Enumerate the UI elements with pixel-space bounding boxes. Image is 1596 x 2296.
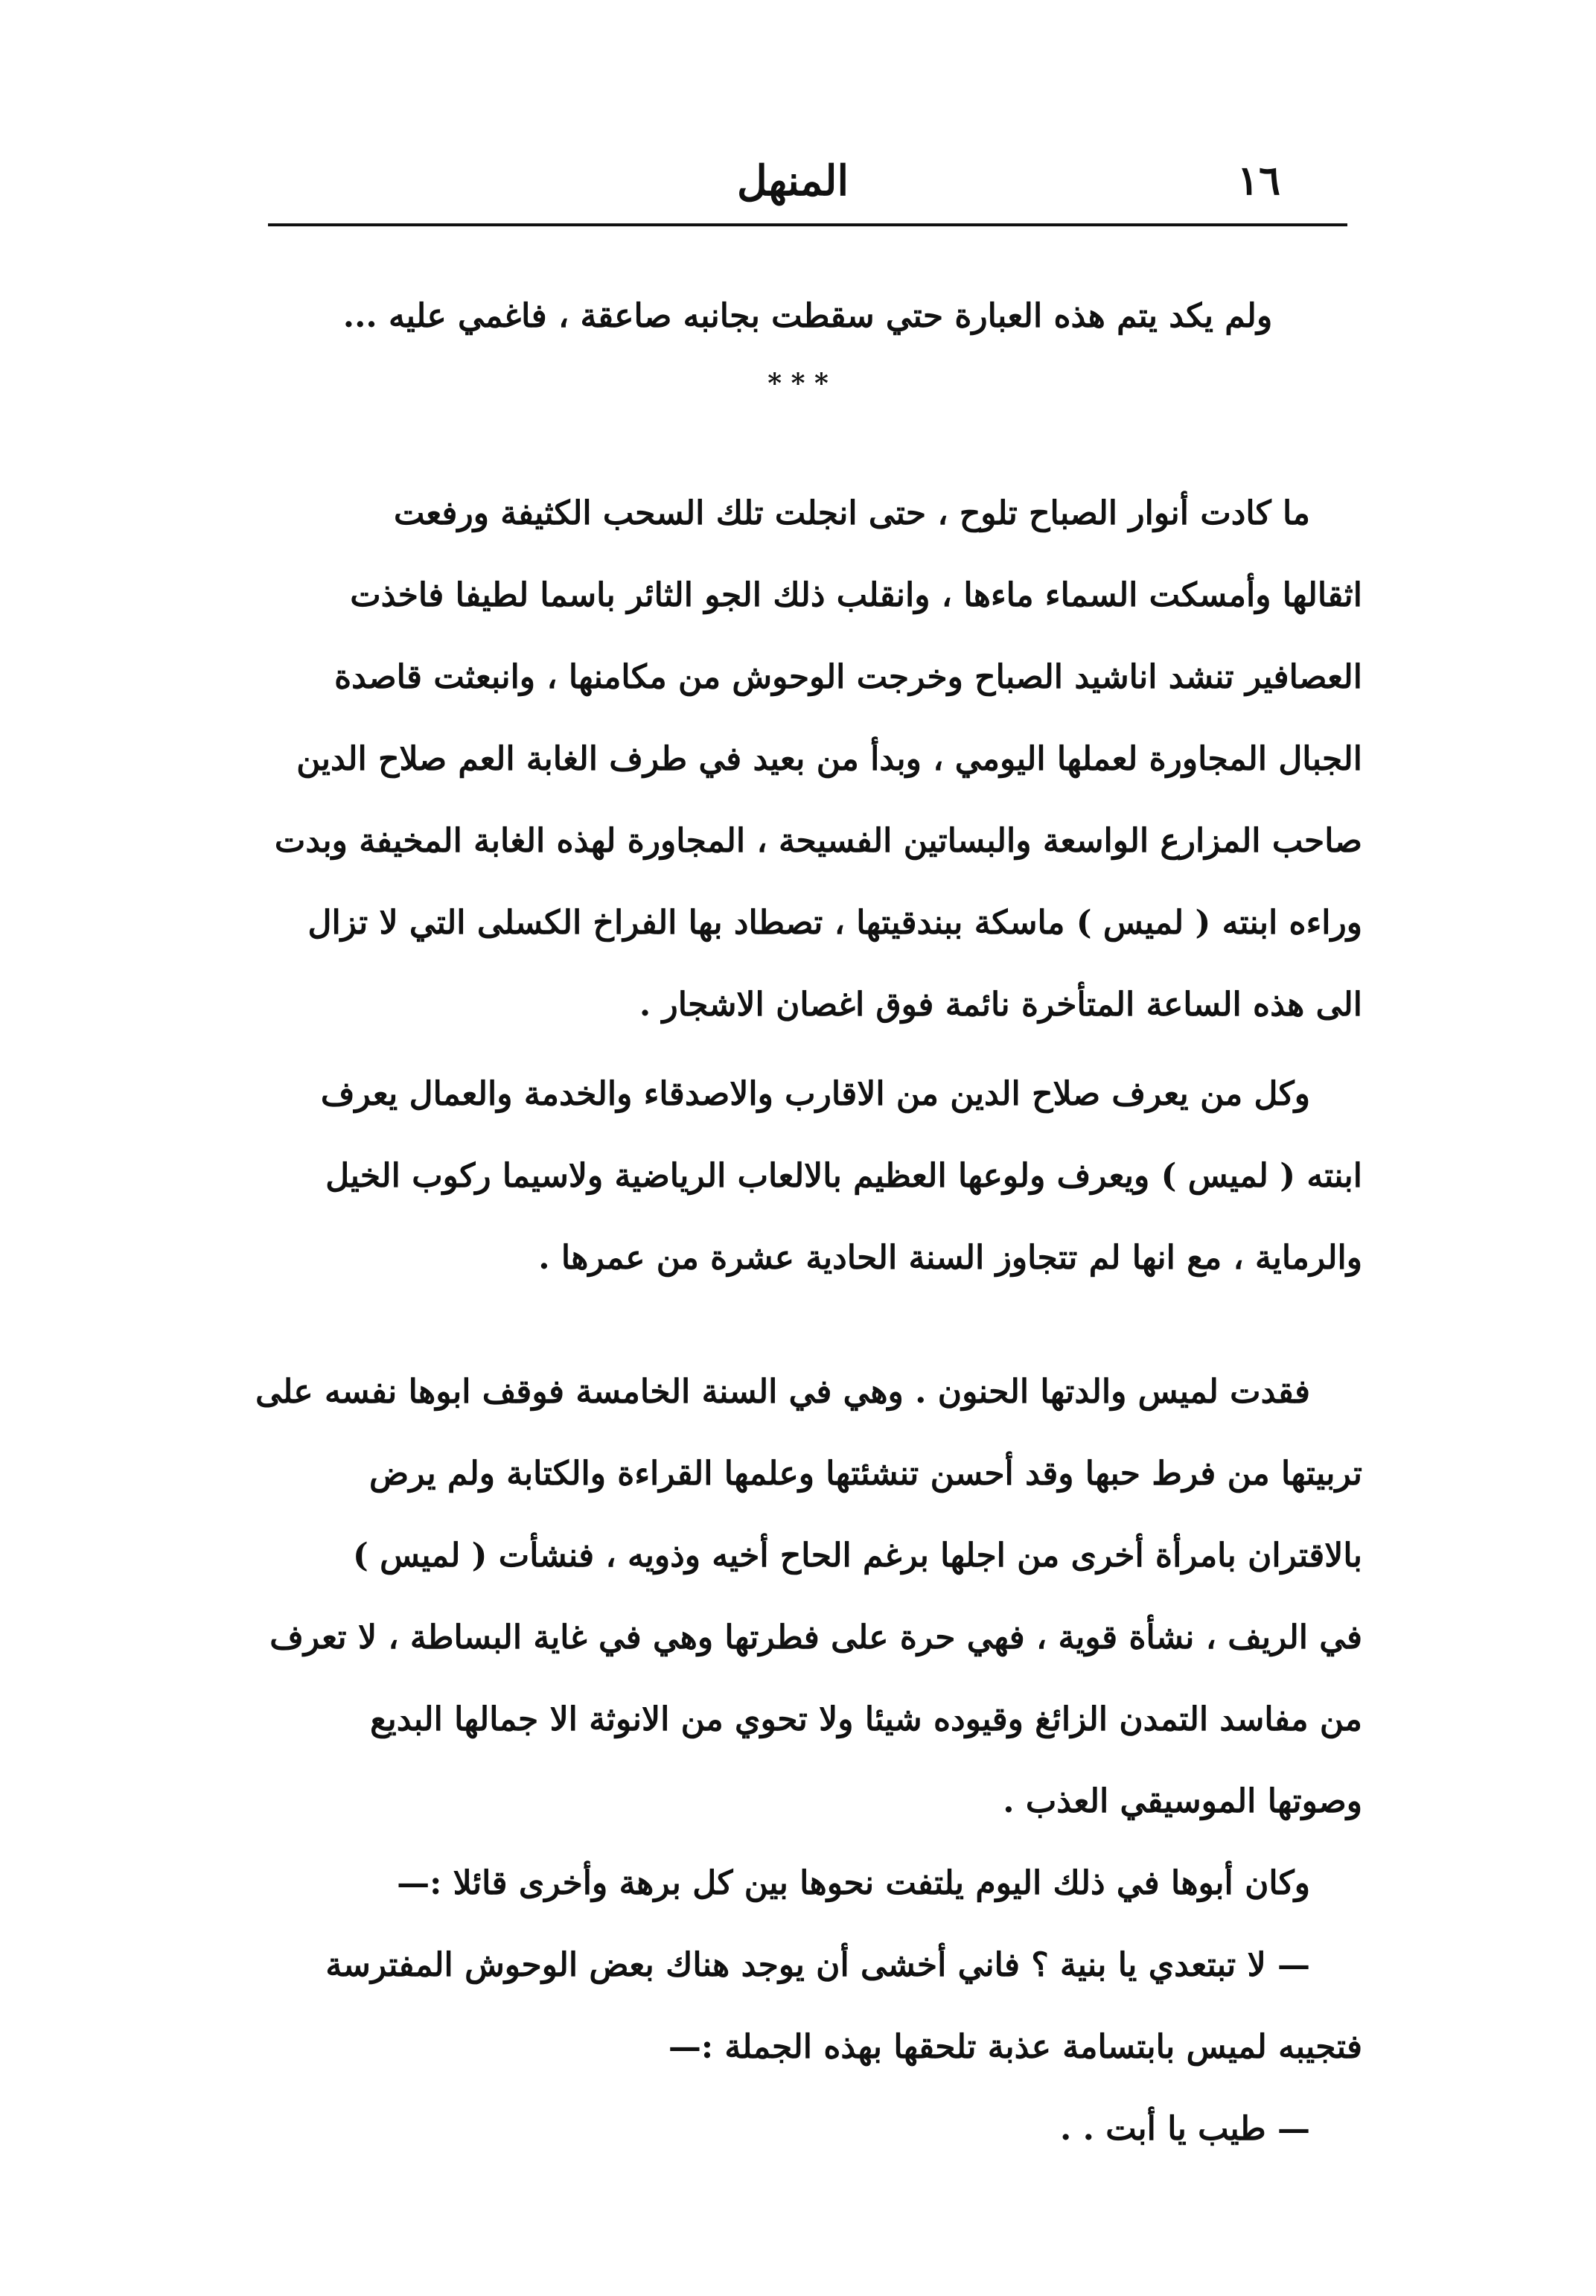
- text-line: اثقالها وأمسكت السماء ماءها ، وانقلب ذلك الجو الثائر باسما لطيفا فاخذت: [350, 576, 1362, 614]
- text-line: بالاقتران بامرأة أخرى من اجلها برغم الحاح أخيه وذويه ، فنشأت ( لميس ): [353, 1537, 1362, 1575]
- text-line: وراءه ابنته ( لميس ) ماسكة ببندقيتها ، تصطاد بها الفراخ الكسلى التي لا تزال: [307, 904, 1362, 942]
- text-line: والرماية ، مع انها لم تتجاوز السنة الحادية عشرة من عمرها .: [538, 1239, 1362, 1277]
- section-separator: * * *: [767, 368, 829, 399]
- page-number: ١٦: [1236, 156, 1280, 204]
- text-line: الجبال المجاورة لعملها اليومي ، وبدأ من بعيد في طرف الغابة العم صلاح الدين: [296, 740, 1362, 778]
- header-rule: [268, 223, 1347, 226]
- text-line: ما كادت أنوار الصباح تلوح ، حتى انجلت تلك السحب الكثيفة ورفعت: [393, 494, 1310, 532]
- paragraph-1: [253, 473, 1362, 1046]
- text-line: ولم يكد يتم هذه العبارة حتي سقطت بجانبه صاعقة ، فاغمي عليه ...: [342, 297, 1273, 335]
- opening-line: [253, 275, 1362, 357]
- text-line: العصافير تنشد اناشيد الصباح وخرجت الوحوش من مكامنها ، وانبعثت قاصدة: [334, 658, 1362, 696]
- page-header: [268, 149, 1347, 223]
- text-line: — لا تبتعدي يا بنية ؟ فاني أخشى أن يوجد هناك بعض الوحوش المفترسة: [325, 1946, 1310, 1984]
- running-title: المنهل: [736, 156, 849, 205]
- text-line: — طيب يا أبت . .: [1059, 2110, 1310, 2148]
- text-line: صاحب المزارع الواسعة والبساتين الفسيحة ، المجاورة لهذه الغابة المخيفة وبدت: [274, 822, 1362, 860]
- text-line: الى هذه الساعة المتأخرة نائمة فوق اغصان الاشجار .: [639, 986, 1362, 1024]
- text-line: فقدت لميس والدتها الحنون . وهي في السنة الخامسة فوقف ابوها نفسه على: [255, 1373, 1310, 1411]
- text-line: وصوتها الموسيقي العذب .: [1003, 1782, 1362, 1820]
- text-line: تربيتها من فرط حبها وقد أحسن تنشئتها وعلمها القراءة والكتابة ولم يرض: [369, 1455, 1362, 1493]
- text-line: في الريف ، نشأة قوية ، فهي حرة على فطرتها وهي في غاية البساطة ، لا تعرف: [269, 1619, 1362, 1656]
- text-line: فتجيبه لميس بابتسامة عذبة تلحقها بهذه الجملة :—: [668, 2028, 1362, 2066]
- paragraph-2: [253, 1053, 1362, 1299]
- text-line: من مفاسد التمدن الزائغ وقيوده شيئا ولا تحوي من الانوثة الا جمالها البديع: [370, 1700, 1362, 1738]
- text-line: وكل من يعرف صلاح الدين من الاقارب والاصدقاء والخدمة والعمال يعرف: [320, 1075, 1310, 1113]
- paragraph-3: [253, 1351, 1362, 1843]
- paragraph-4: [253, 1843, 1362, 2170]
- text-line: ابنته ( لميس ) ويعرف ولوعها العظيم بالالعاب الرياضية ولاسيما ركوب الخيل: [325, 1157, 1362, 1195]
- text-line: وكان أبوها في ذلك اليوم يلتفت نحوها بين كل برهة وأخرى قائلا :—: [397, 1864, 1310, 1902]
